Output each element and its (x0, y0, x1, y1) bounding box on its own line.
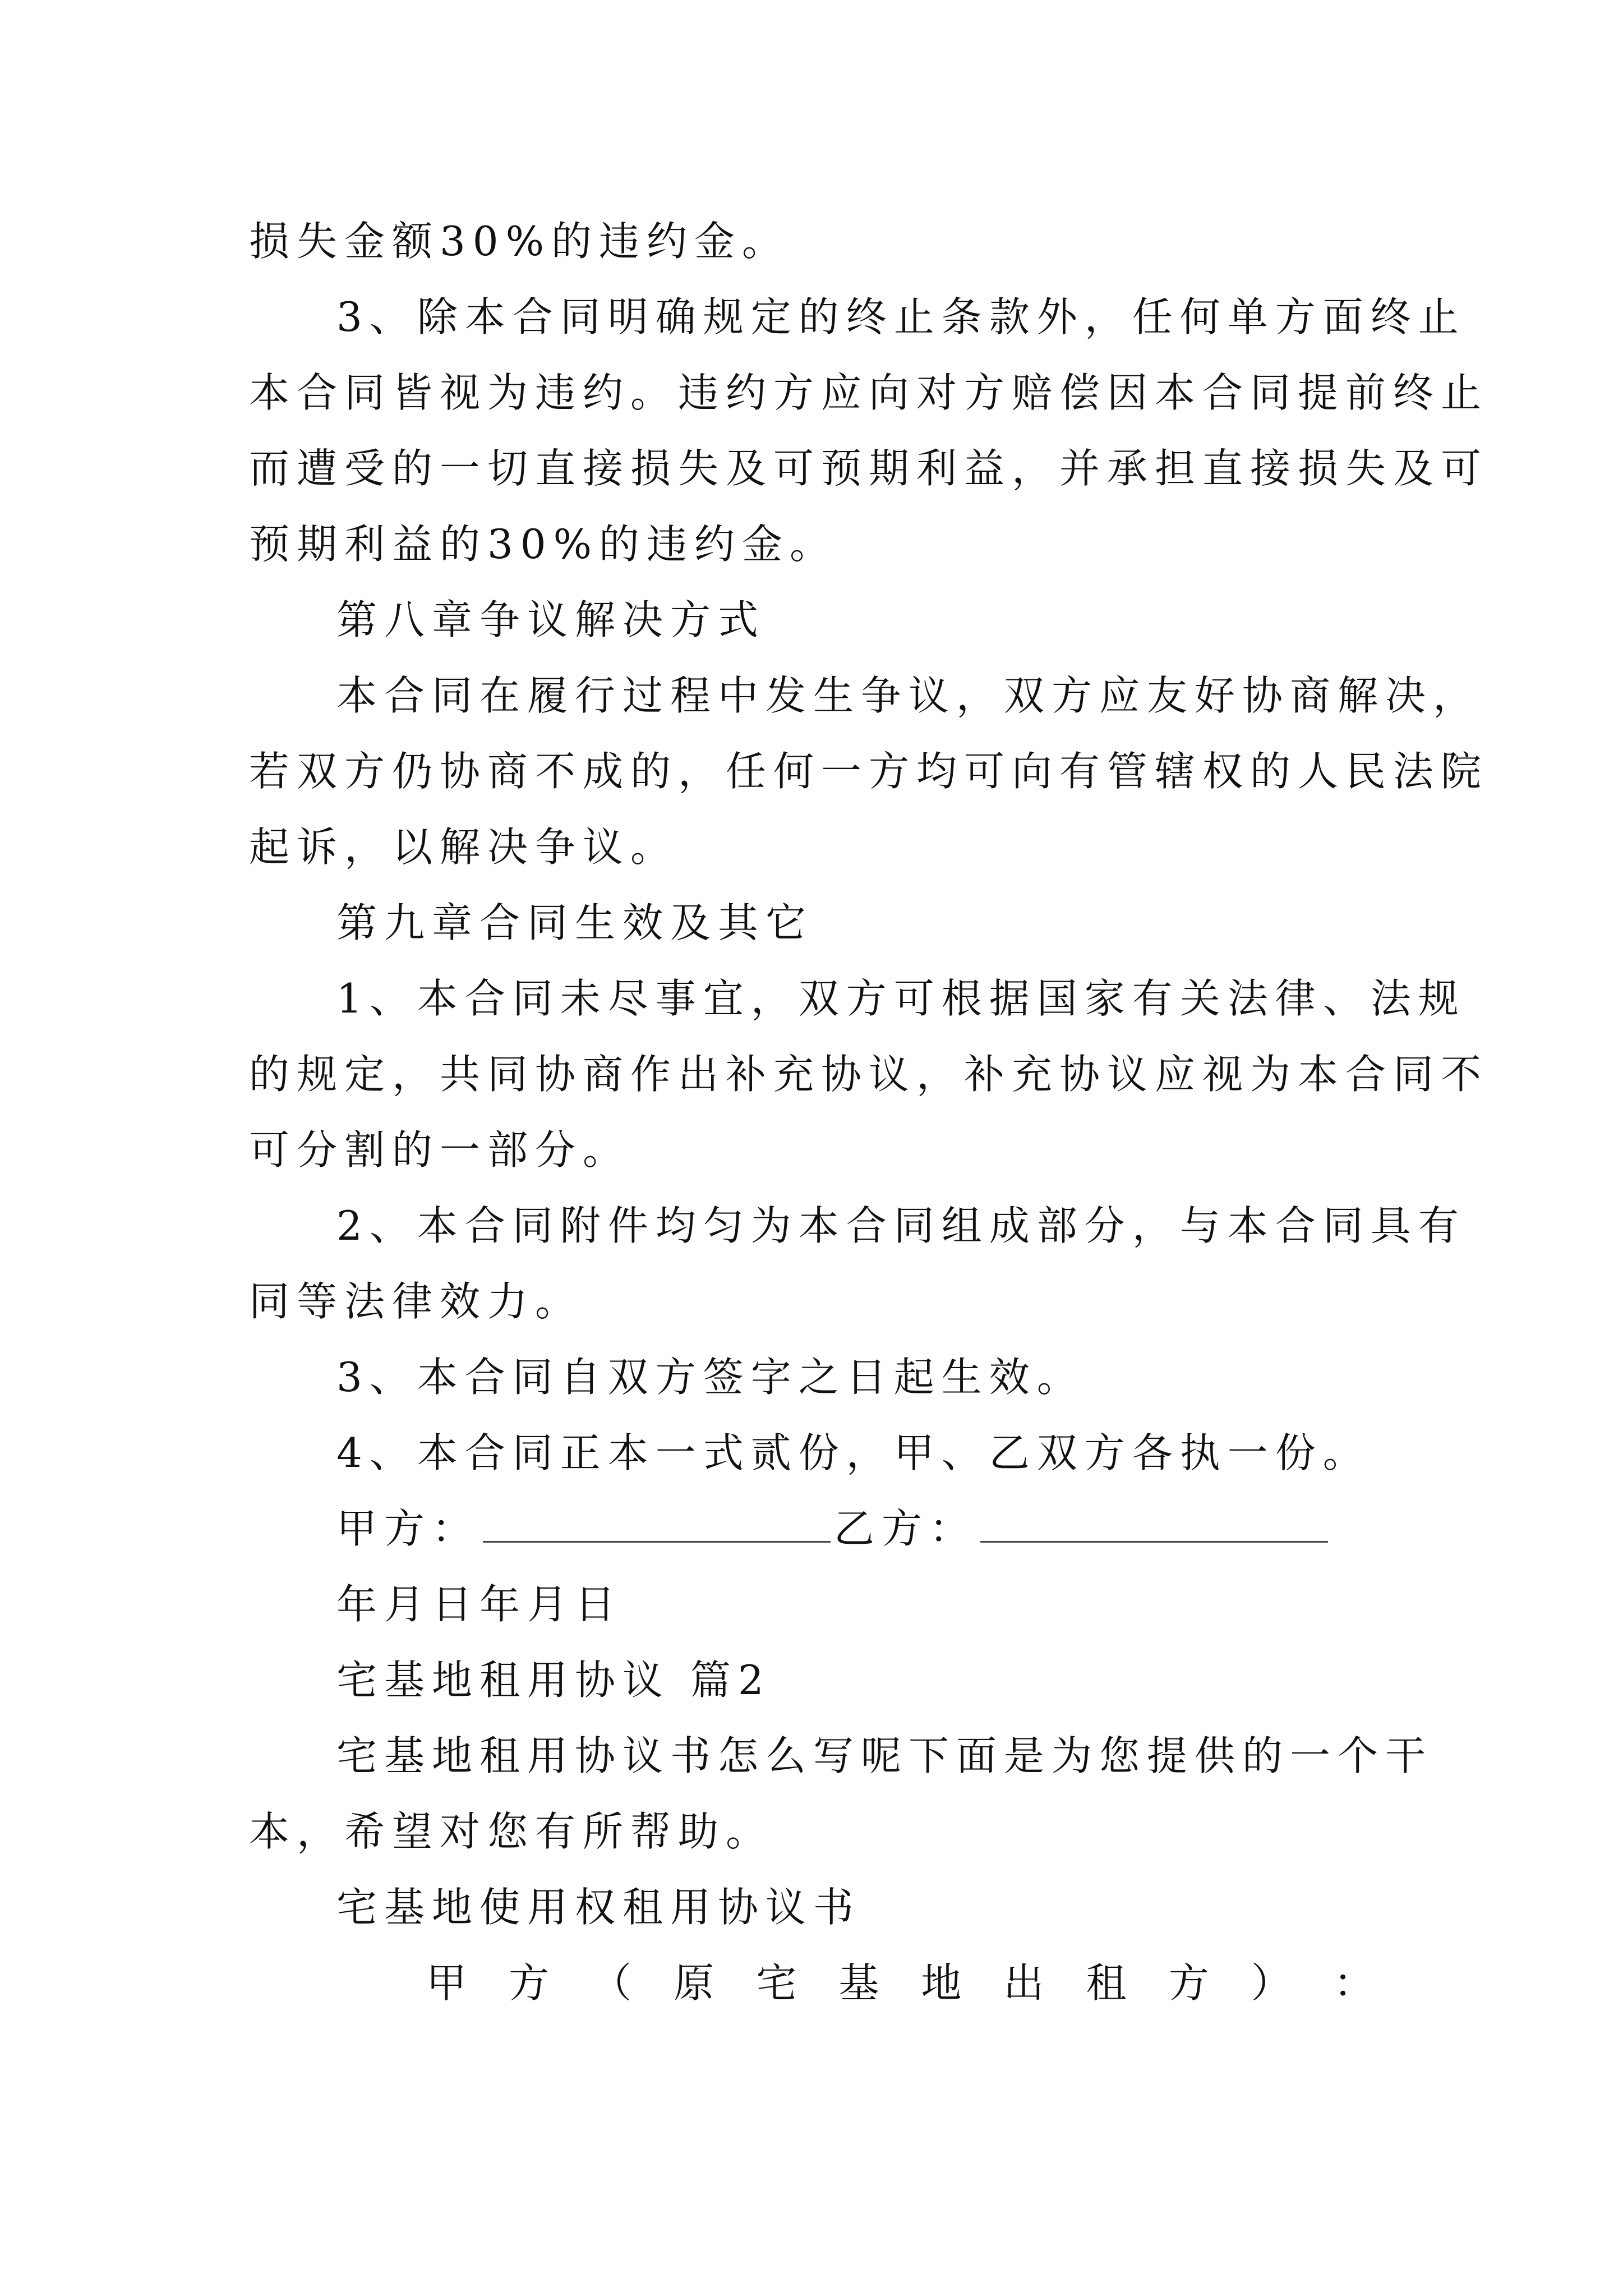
clause-2-attachments: 2、本合同附件均匀为本合同组成部分，与本合同具有 (336, 1202, 1466, 1249)
spaced-char: 地 (921, 1959, 962, 2007)
spaced-char: 宅 (756, 1959, 797, 2007)
date-line: 年月日年月日 (336, 1581, 623, 1628)
party-a-label: 甲方： (336, 1505, 480, 1552)
party-a-signature-blank (483, 1506, 831, 1543)
section-title-part-2: 宅基地租用协议 篇2 (336, 1657, 771, 1704)
spaced-char: 甲 (426, 1959, 467, 2007)
chapter-8-heading: 第八章争议解决方式 (336, 596, 766, 643)
intro-paragraph: 宅基地租用协议书怎么写呢下面是为您提供的一个干 (336, 1732, 1433, 1779)
text-line: 可分割的一部分。 (249, 1126, 631, 1174)
clause-4-copies: 4、本合同正本一式贰份，甲、乙双方各执一份。 (336, 1429, 1371, 1476)
party-b-label: 乙方： (834, 1505, 978, 1552)
text-line: 而遭受的一切直接损失及可预期利益，并承担直接损失及可 (249, 445, 1489, 492)
text-line: 起诉，以解决争议。 (249, 823, 679, 871)
dispute-clause: 本合同在履行过程中发生争议，双方应友好协商解决， (336, 672, 1481, 719)
text-line: 的规定，共同协商作出补充协议，补充协议应视为本合同不 (249, 1051, 1489, 1098)
text-line-penalty-end: 损失金额30%的违约金。 (249, 218, 790, 265)
spaced-char: 原 (674, 1959, 714, 2007)
text-line: 本，希望对您有所帮助。 (249, 1808, 774, 1855)
clause-3-effective: 3、本合同自双方签字之日起生效。 (336, 1354, 1085, 1401)
spaced-char: ： (1333, 1959, 1374, 2007)
spaced-char: 基 (838, 1959, 879, 2007)
spaced-char: 租 (1086, 1959, 1127, 2007)
text-line: 若双方仍协商不成的，任何一方均可向有管辖权的人民法院 (249, 748, 1489, 795)
spaced-char: （ (591, 1959, 632, 2007)
party-a-lessor-line (426, 1961, 1374, 2005)
spaced-char: 方 (1168, 1959, 1209, 2007)
clause-1-supplement: 1、本合同未尽事宜，双方可根据国家有关法律、法规 (336, 975, 1466, 1022)
chapter-9-heading: 第九章合同生效及其它 (336, 899, 814, 946)
text-line: 同等法律效力。 (249, 1278, 583, 1325)
spaced-char: 方 (509, 1959, 550, 2007)
agreement-title: 宅基地使用权租用协议书 (336, 1884, 861, 1931)
signature-row (336, 1506, 1331, 1551)
spaced-char: 出 (1003, 1959, 1044, 2007)
clause-3-termination: 3、除本合同明确规定的终止条款外，任何单方面终止 (336, 293, 1466, 341)
spaced-char: ） (1251, 1959, 1292, 2007)
party-b-signature-blank (980, 1506, 1328, 1543)
text-line: 预期利益的30%的违约金。 (249, 521, 838, 568)
text-line: 本合同皆视为违约。违约方应向对方赔偿因本合同提前终止 (249, 369, 1489, 416)
